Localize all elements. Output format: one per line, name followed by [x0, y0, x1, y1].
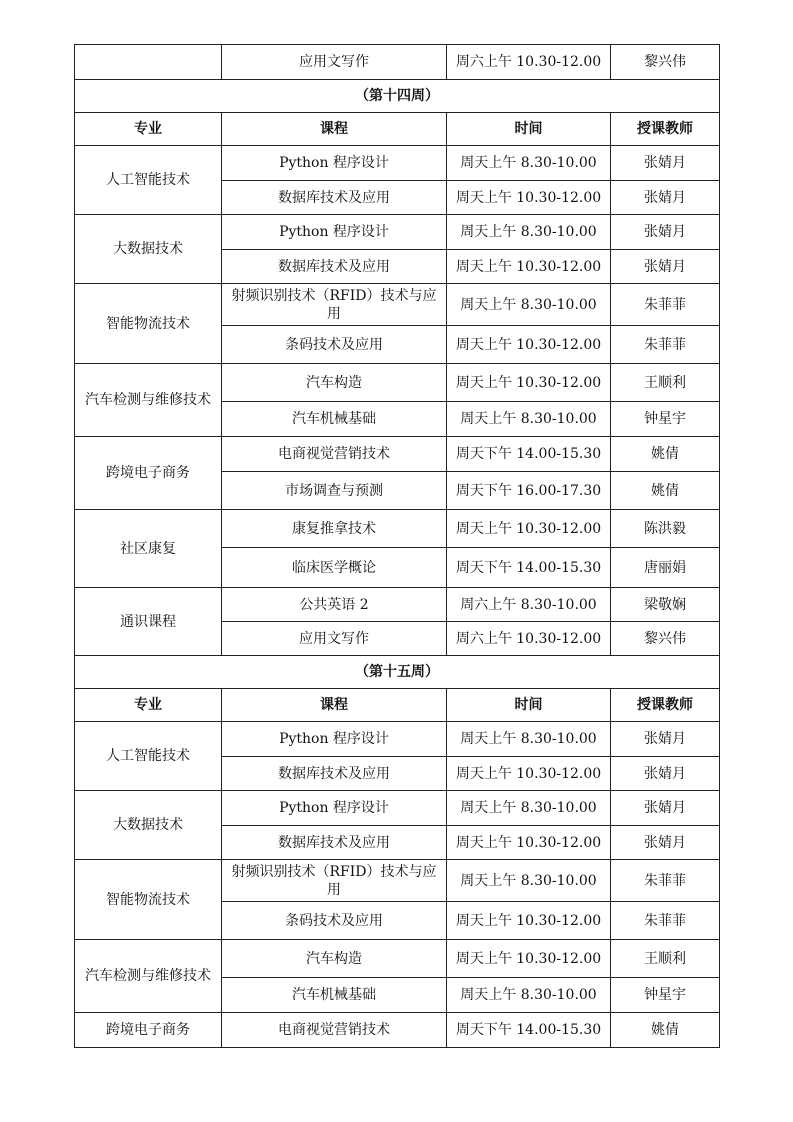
course-cell: 康复推拿技术: [222, 510, 447, 548]
time-cell: 周六上午 10.30-12.00: [447, 45, 611, 80]
course-cell: 电商视觉营销技术: [222, 437, 447, 472]
teacher-cell: 朱菲菲: [611, 284, 720, 326]
course-cell: Python 程序设计: [222, 215, 447, 250]
time-cell: 周天上午 8.30-10.00: [447, 215, 611, 250]
teacher-cell: 张婧月: [611, 215, 720, 250]
major-cell: [75, 45, 222, 80]
time-cell: 周天上午 8.30-10.00: [447, 791, 611, 826]
major-cell: 大数据技术: [75, 215, 222, 284]
major-cell: 人工智能技术: [75, 146, 222, 215]
week-title-row: [75, 80, 720, 113]
teacher-cell: 陈洪毅: [611, 510, 720, 548]
course-cell: 电商视觉营销技术: [222, 1013, 447, 1048]
course-cell: 公共英语 2: [222, 588, 447, 622]
course-cell: 射频识别技术（RFID）技术与应用: [222, 860, 447, 902]
table-row: [75, 437, 720, 472]
table-row: [75, 860, 720, 902]
teacher-cell: 朱菲菲: [611, 902, 720, 940]
header-row: [75, 113, 720, 146]
time-cell: 周天上午 10.30-12.00: [447, 510, 611, 548]
course-cell: 射频识别技术（RFID）技术与应用: [222, 284, 447, 326]
schedule-table: [74, 44, 720, 1048]
major-cell: 人工智能技术: [75, 722, 222, 791]
course-cell: 条码技术及应用: [222, 902, 447, 940]
course-cell: 临床医学概论: [222, 548, 447, 588]
teacher-cell: 王顺利: [611, 364, 720, 402]
week-title: （第十五周）: [75, 656, 720, 689]
teacher-cell: 王顺利: [611, 940, 720, 978]
header-row: [75, 689, 720, 722]
time-cell: 周天上午 10.30-12.00: [447, 757, 611, 791]
major-cell: 智能物流技术: [75, 860, 222, 940]
course-cell: 汽车构造: [222, 364, 447, 402]
major-cell: 大数据技术: [75, 791, 222, 860]
time-cell: 周天上午 10.30-12.00: [447, 250, 611, 284]
teacher-cell: 张婧月: [611, 826, 720, 860]
teacher-cell: 张婧月: [611, 250, 720, 284]
time-cell: 周天上午 10.30-12.00: [447, 902, 611, 940]
course-cell: 汽车机械基础: [222, 402, 447, 437]
major-cell: 汽车检测与维修技术: [75, 940, 222, 1013]
header-major: 专业: [75, 113, 222, 146]
table-row: [75, 940, 720, 978]
major-cell: 跨境电子商务: [75, 437, 222, 510]
teacher-cell: 姚倩: [611, 472, 720, 510]
time-cell: 周天上午 10.30-12.00: [447, 940, 611, 978]
time-cell: 周天上午 8.30-10.00: [447, 146, 611, 181]
table-row: [75, 45, 720, 80]
time-cell: 周天下午 14.00-15.30: [447, 437, 611, 472]
header-course: 课程: [222, 689, 447, 722]
major-cell: 智能物流技术: [75, 284, 222, 364]
header-teacher: 授课教师: [611, 113, 720, 146]
teacher-cell: 钟星宇: [611, 402, 720, 437]
header-time: 时间: [447, 689, 611, 722]
course-cell: Python 程序设计: [222, 722, 447, 757]
course-cell: 条码技术及应用: [222, 326, 447, 364]
teacher-cell: 梁敬娴: [611, 588, 720, 622]
course-cell: 市场调查与预测: [222, 472, 447, 510]
time-cell: 周天上午 8.30-10.00: [447, 284, 611, 326]
table-row: [75, 791, 720, 826]
course-cell: 汽车构造: [222, 940, 447, 978]
major-cell: 社区康复: [75, 510, 222, 588]
time-cell: 周天上午 8.30-10.00: [447, 402, 611, 437]
time-cell: 周天上午 10.30-12.00: [447, 181, 611, 215]
teacher-cell: 张婧月: [611, 757, 720, 791]
time-cell: 周天下午 14.00-15.30: [447, 1013, 611, 1048]
teacher-cell: 张婧月: [611, 791, 720, 826]
time-cell: 周天下午 14.00-15.30: [447, 548, 611, 588]
major-cell: 跨境电子商务: [75, 1013, 222, 1048]
course-cell: 数据库技术及应用: [222, 181, 447, 215]
course-cell: 应用文写作: [222, 45, 447, 80]
teacher-cell: 朱菲菲: [611, 860, 720, 902]
course-cell: 数据库技术及应用: [222, 757, 447, 791]
course-cell: 数据库技术及应用: [222, 826, 447, 860]
time-cell: 周天上午 10.30-12.00: [447, 326, 611, 364]
header-course: 课程: [222, 113, 447, 146]
header-time: 时间: [447, 113, 611, 146]
time-cell: 周天上午 8.30-10.00: [447, 860, 611, 902]
time-cell: 周天上午 10.30-12.00: [447, 826, 611, 860]
time-cell: 周六上午 10.30-12.00: [447, 622, 611, 656]
table-row: [75, 722, 720, 757]
table-row: [75, 146, 720, 181]
course-cell: 应用文写作: [222, 622, 447, 656]
time-cell: 周天上午 10.30-12.00: [447, 364, 611, 402]
teacher-cell: 黎兴伟: [611, 45, 720, 80]
time-cell: 周天上午 8.30-10.00: [447, 978, 611, 1013]
major-cell: 通识课程: [75, 588, 222, 656]
teacher-cell: 姚倩: [611, 437, 720, 472]
week-title-row: [75, 656, 720, 689]
table-row: [75, 1013, 720, 1048]
course-cell: 汽车机械基础: [222, 978, 447, 1013]
teacher-cell: 朱菲菲: [611, 326, 720, 364]
time-cell: 周六上午 8.30-10.00: [447, 588, 611, 622]
major-cell: 汽车检测与维修技术: [75, 364, 222, 437]
table-row: [75, 588, 720, 622]
course-cell: Python 程序设计: [222, 791, 447, 826]
header-major: 专业: [75, 689, 222, 722]
teacher-cell: 唐丽娟: [611, 548, 720, 588]
course-cell: Python 程序设计: [222, 146, 447, 181]
teacher-cell: 张婧月: [611, 722, 720, 757]
table-row: [75, 215, 720, 250]
table-row: [75, 510, 720, 548]
teacher-cell: 张婧月: [611, 181, 720, 215]
time-cell: 周天下午 16.00-17.30: [447, 472, 611, 510]
table-row: [75, 364, 720, 402]
course-cell: 数据库技术及应用: [222, 250, 447, 284]
teacher-cell: 钟星宇: [611, 978, 720, 1013]
teacher-cell: 黎兴伟: [611, 622, 720, 656]
week-title: （第十四周）: [75, 80, 720, 113]
teacher-cell: 张婧月: [611, 146, 720, 181]
header-teacher: 授课教师: [611, 689, 720, 722]
teacher-cell: 姚倩: [611, 1013, 720, 1048]
time-cell: 周天上午 8.30-10.00: [447, 722, 611, 757]
table-row: [75, 284, 720, 326]
